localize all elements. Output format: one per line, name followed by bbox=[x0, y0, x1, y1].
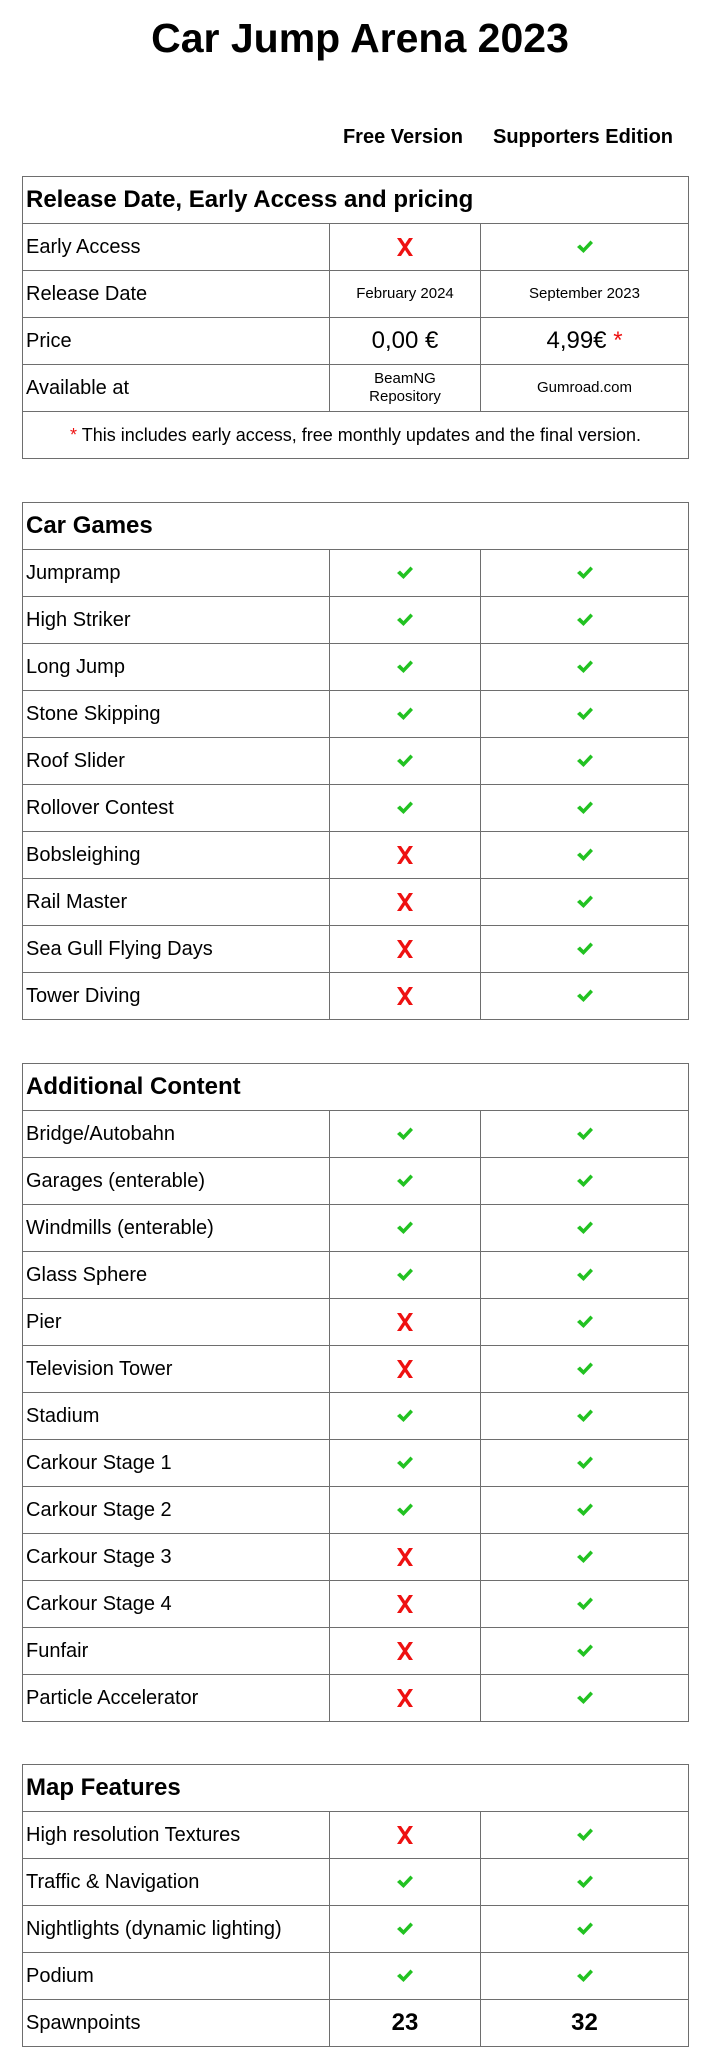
cross-icon bbox=[396, 1641, 414, 1661]
checkmark-icon bbox=[576, 1643, 594, 1659]
free-value bbox=[330, 1581, 481, 1628]
page-title: Car Jump Arena 2023 bbox=[151, 15, 569, 61]
row-label: High Striker bbox=[23, 597, 330, 644]
column-header-free: Free Version bbox=[342, 126, 464, 148]
section-header: Car Games bbox=[23, 503, 689, 550]
table-row bbox=[23, 879, 689, 926]
free-value bbox=[330, 738, 481, 785]
table-row bbox=[23, 1953, 689, 2000]
row-label: Early Access bbox=[23, 224, 330, 271]
checkmark-icon bbox=[396, 1267, 414, 1283]
free-value bbox=[330, 644, 481, 691]
row-label: Funfair bbox=[23, 1628, 330, 1675]
cross-icon bbox=[396, 1594, 414, 1614]
free-value bbox=[330, 1628, 481, 1675]
supporters-value bbox=[481, 879, 689, 926]
map-features-table bbox=[22, 1764, 689, 2047]
supporters-value bbox=[481, 1534, 689, 1581]
table-row bbox=[23, 832, 689, 879]
supporters-value bbox=[481, 1953, 689, 2000]
table-row bbox=[23, 644, 689, 691]
free-value bbox=[330, 1205, 481, 1252]
row-label: Carkour Stage 1 bbox=[23, 1440, 330, 1487]
table-row bbox=[23, 1205, 689, 1252]
checkmark-icon bbox=[576, 1596, 594, 1612]
row-label: Windmills (enterable) bbox=[23, 1205, 330, 1252]
table-row bbox=[23, 1440, 689, 1487]
checkmark-icon bbox=[576, 706, 594, 722]
checkmark-icon bbox=[396, 1408, 414, 1424]
free-value bbox=[330, 550, 481, 597]
cross-icon bbox=[396, 1547, 414, 1567]
supporters-value bbox=[481, 224, 689, 271]
supporters-price-cell bbox=[481, 318, 689, 365]
table-row bbox=[23, 1111, 689, 1158]
table-row bbox=[23, 271, 689, 318]
table-row bbox=[23, 318, 689, 365]
table-row bbox=[23, 365, 689, 412]
checkmark-icon bbox=[396, 800, 414, 816]
supporters-value bbox=[481, 926, 689, 973]
car-games-table bbox=[22, 502, 689, 1020]
supporters-value bbox=[481, 1487, 689, 1534]
free-available-line: Repository bbox=[369, 388, 441, 405]
checkmark-icon bbox=[576, 565, 594, 581]
row-label: Carkour Stage 2 bbox=[23, 1487, 330, 1534]
checkmark-icon bbox=[576, 753, 594, 769]
cross-icon bbox=[396, 1359, 414, 1379]
checkmark-icon bbox=[396, 1455, 414, 1471]
table-row bbox=[23, 412, 689, 459]
row-label: Podium bbox=[23, 1953, 330, 2000]
supporters-value bbox=[481, 1906, 689, 1953]
free-value bbox=[330, 1252, 481, 1299]
checkmark-icon bbox=[396, 753, 414, 769]
footnote-text: This includes early access, free monthly updates and the final version. bbox=[77, 424, 641, 445]
checkmark-icon bbox=[576, 659, 594, 675]
free-value bbox=[330, 785, 481, 832]
supporters-value bbox=[481, 1205, 689, 1252]
checkmark-icon bbox=[576, 988, 594, 1004]
row-label: Television Tower bbox=[23, 1346, 330, 1393]
supporters-value bbox=[481, 1628, 689, 1675]
free-price: 0,00 € bbox=[330, 318, 481, 365]
checkmark-icon bbox=[576, 847, 594, 863]
row-label: Spawnpoints bbox=[23, 2000, 330, 2047]
checkmark-icon bbox=[576, 941, 594, 957]
supporters-value bbox=[481, 1812, 689, 1859]
row-label: Jumpramp bbox=[23, 550, 330, 597]
table-row bbox=[23, 1393, 689, 1440]
table-row bbox=[23, 1158, 689, 1205]
free-value bbox=[330, 926, 481, 973]
cross-icon bbox=[396, 237, 414, 257]
free-value bbox=[330, 597, 481, 644]
table-row bbox=[23, 2000, 689, 2047]
free-value bbox=[330, 879, 481, 926]
supporters-value bbox=[481, 785, 689, 832]
row-label: Nightlights (dynamic lighting) bbox=[23, 1906, 330, 1953]
free-value bbox=[330, 1111, 481, 1158]
free-value bbox=[330, 1906, 481, 1953]
checkmark-icon bbox=[396, 1502, 414, 1518]
table-row bbox=[23, 1346, 689, 1393]
section-header: Map Features bbox=[23, 1765, 689, 1812]
supporters-value bbox=[481, 1440, 689, 1487]
asterisk-mark: * bbox=[613, 327, 623, 354]
supporters-value bbox=[481, 973, 689, 1020]
checkmark-icon bbox=[576, 612, 594, 628]
checkmark-icon bbox=[576, 1220, 594, 1236]
cross-icon bbox=[396, 892, 414, 912]
free-value bbox=[330, 1859, 481, 1906]
checkmark-icon bbox=[576, 1126, 594, 1142]
supporters-value bbox=[481, 738, 689, 785]
checkmark-icon bbox=[396, 1126, 414, 1142]
supporters-value bbox=[481, 1393, 689, 1440]
supporters-price: 4,99€ bbox=[546, 327, 607, 354]
checkmark-icon bbox=[576, 800, 594, 816]
row-label: Rail Master bbox=[23, 879, 330, 926]
checkmark-icon bbox=[576, 1173, 594, 1189]
supporters-value bbox=[481, 1581, 689, 1628]
table-row bbox=[23, 1675, 689, 1722]
cross-icon bbox=[396, 986, 414, 1006]
section-header: Release Date, Early Access and pricing bbox=[23, 177, 689, 224]
table-row bbox=[23, 926, 689, 973]
row-label: Long Jump bbox=[23, 644, 330, 691]
checkmark-icon bbox=[576, 1690, 594, 1706]
checkmark-icon bbox=[576, 1502, 594, 1518]
table-row bbox=[23, 1859, 689, 1906]
free-available-at bbox=[330, 365, 481, 412]
supporters-value bbox=[481, 1859, 689, 1906]
table-row bbox=[23, 550, 689, 597]
checkmark-icon bbox=[396, 565, 414, 581]
supporters-release-date: September 2023 bbox=[481, 271, 689, 318]
row-label: Release Date bbox=[23, 271, 330, 318]
row-label: Price bbox=[23, 318, 330, 365]
free-value bbox=[330, 1440, 481, 1487]
row-label: Bridge/Autobahn bbox=[23, 1111, 330, 1158]
free-value bbox=[330, 2000, 481, 2047]
release-table bbox=[22, 176, 689, 459]
checkmark-icon bbox=[576, 1921, 594, 1937]
row-label: Traffic & Navigation bbox=[23, 1859, 330, 1906]
row-label: Sea Gull Flying Days bbox=[23, 926, 330, 973]
table-row bbox=[23, 1487, 689, 1534]
table-row bbox=[23, 973, 689, 1020]
supporters-value bbox=[481, 2000, 689, 2047]
table-row bbox=[23, 1906, 689, 1953]
checkmark-icon bbox=[396, 706, 414, 722]
supporters-value bbox=[481, 597, 689, 644]
supporters-value bbox=[481, 1675, 689, 1722]
checkmark-icon bbox=[576, 1314, 594, 1330]
free-value bbox=[330, 1158, 481, 1205]
free-value bbox=[330, 1346, 481, 1393]
free-value bbox=[330, 224, 481, 271]
table-row bbox=[23, 1299, 689, 1346]
row-label: Glass Sphere bbox=[23, 1252, 330, 1299]
supporters-value bbox=[481, 691, 689, 738]
row-label: Pier bbox=[23, 1299, 330, 1346]
checkmark-icon bbox=[576, 1408, 594, 1424]
row-label: Bobsleighing bbox=[23, 832, 330, 879]
checkmark-icon bbox=[396, 1874, 414, 1890]
free-value bbox=[330, 1393, 481, 1440]
supporters-value bbox=[481, 550, 689, 597]
row-label: Carkour Stage 4 bbox=[23, 1581, 330, 1628]
table-row bbox=[23, 738, 689, 785]
table-row bbox=[23, 597, 689, 644]
supporters-value bbox=[481, 1299, 689, 1346]
cross-icon bbox=[396, 1825, 414, 1845]
cross-icon bbox=[396, 939, 414, 959]
table-row bbox=[23, 224, 689, 271]
row-label: Tower Diving bbox=[23, 973, 330, 1020]
section-header: Additional Content bbox=[23, 1064, 689, 1111]
free-value bbox=[330, 1534, 481, 1581]
row-label: Available at bbox=[23, 365, 330, 412]
supporters-value bbox=[481, 644, 689, 691]
count-value: 23 bbox=[391, 2009, 419, 2036]
free-value bbox=[330, 832, 481, 879]
free-release-date: February 2024 bbox=[330, 271, 481, 318]
free-value bbox=[330, 973, 481, 1020]
checkmark-icon bbox=[396, 1921, 414, 1937]
table-row bbox=[23, 1252, 689, 1299]
checkmark-icon bbox=[576, 1361, 594, 1377]
supporters-value bbox=[481, 1158, 689, 1205]
footnote-asterisk: * bbox=[70, 424, 78, 445]
table-row bbox=[23, 691, 689, 738]
free-value bbox=[330, 1953, 481, 2000]
free-value bbox=[330, 1675, 481, 1722]
supporters-value bbox=[481, 1346, 689, 1393]
checkmark-icon bbox=[576, 894, 594, 910]
table-row bbox=[23, 785, 689, 832]
checkmark-icon bbox=[576, 1968, 594, 1984]
additional-content-table bbox=[22, 1063, 689, 1722]
row-label: Garages (enterable) bbox=[23, 1158, 330, 1205]
count-value: 32 bbox=[571, 2009, 598, 2036]
table-row bbox=[23, 1812, 689, 1859]
checkmark-icon bbox=[396, 1220, 414, 1236]
footnote bbox=[23, 412, 689, 459]
supporters-value bbox=[481, 1111, 689, 1158]
row-label: Particle Accelerator bbox=[23, 1675, 330, 1722]
supporters-value bbox=[481, 832, 689, 879]
checkmark-icon bbox=[576, 239, 594, 255]
cross-icon bbox=[396, 845, 414, 865]
row-label: Stadium bbox=[23, 1393, 330, 1440]
row-label: Rollover Contest bbox=[23, 785, 330, 832]
checkmark-icon bbox=[576, 1874, 594, 1890]
checkmark-icon bbox=[576, 1455, 594, 1471]
row-label: Stone Skipping bbox=[23, 691, 330, 738]
cross-icon bbox=[396, 1688, 414, 1708]
column-header-supporters: Supporters Edition bbox=[493, 126, 673, 148]
free-value bbox=[330, 1487, 481, 1534]
row-label: High resolution Textures bbox=[23, 1812, 330, 1859]
row-label: Carkour Stage 3 bbox=[23, 1534, 330, 1581]
table-row bbox=[23, 1581, 689, 1628]
row-label: Roof Slider bbox=[23, 738, 330, 785]
table-row bbox=[23, 1534, 689, 1581]
checkmark-icon bbox=[396, 612, 414, 628]
free-value bbox=[330, 1299, 481, 1346]
free-available-line: BeamNG bbox=[374, 370, 436, 387]
table-row bbox=[23, 1628, 689, 1675]
checkmark-icon bbox=[576, 1267, 594, 1283]
checkmark-icon bbox=[396, 1173, 414, 1189]
supporters-value bbox=[481, 1252, 689, 1299]
supporters-available-at: Gumroad.com bbox=[481, 365, 689, 412]
free-value bbox=[330, 691, 481, 738]
cross-icon bbox=[396, 1312, 414, 1332]
checkmark-icon bbox=[576, 1827, 594, 1843]
free-value bbox=[330, 1812, 481, 1859]
checkmark-icon bbox=[396, 659, 414, 675]
checkmark-icon bbox=[576, 1549, 594, 1565]
checkmark-icon bbox=[396, 1968, 414, 1984]
